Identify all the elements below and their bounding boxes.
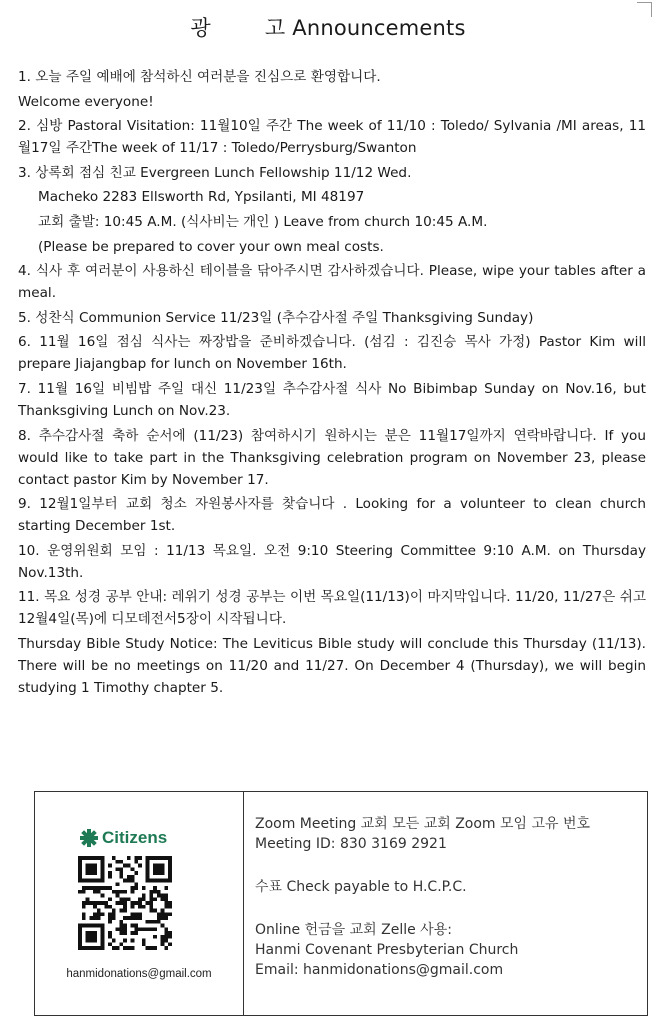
announcement-10: 10. 운영위원회 모임 : 11/13 목요일. 오전 9:10 Steering Committee 9:10 A.M. on Thursday Nov.13th. [18, 542, 646, 581]
bank-logo [79, 828, 167, 848]
announcement-list [18, 66, 646, 702]
announcement-6: 6. 11월 16일 점심 식사는 짜장밥을 준비하겠습니다. (섬김 : 김진승 목사 가정) Pastor Kim will prepare Jiajangbap for lunch on November 16th. [18, 334, 646, 373]
online-giving-line: Online 헌금을 교회 Zelle 사용: [255, 922, 452, 938]
title-korean-2: 고 [264, 16, 286, 40]
announcement-3-note: (Please be prepared to cover your own meal costs. [38, 238, 384, 255]
donation-qr-panel [35, 792, 244, 1015]
donation-email: hanmidonations@gmail.com [66, 968, 212, 980]
announcement-11: 11. 목요 성경 공부 안내: 레위기 성경 공부는 이번 목요일(11/13)이 마지막입니다. 11/20, 11/27은 쉬고 12월4일(목)에 디모데전서5장이 시작됩니다. [18, 589, 646, 628]
zelle-email-line: Email: hanmidonations@gmail.com [255, 962, 504, 978]
announcement-7: 7. 11월 16일 비빔밥 주일 대신 11/23일 추수감사절 식사 No Bibimbap Sunday on Nov.16, but Thanksgiving Lunch on Nov.23. [18, 380, 646, 419]
announcement-3-departure: 교회 출발: 10:45 A.M. (식사비는 개인 ) Leave from church 10:45 A.M. [38, 213, 488, 230]
announcement-1-english: Welcome everyone! [18, 93, 154, 110]
announcement-9: 9. 12월1일부터 교회 청소 자원봉사자를 찾습니다 . Looking for a volunteer to clean church starting December 1st. [18, 496, 646, 535]
announcement-4: 4. 식사 후 여러분이 사용하신 테이블을 닦아주시면 감사하겠습니다. Please, wipe your tables after a meal. [18, 263, 646, 302]
announcement-1: 1. 오늘 주일 예배에 참석하신 여러분을 진심으로 환영합니다. [18, 69, 381, 85]
title-korean-1: 광 [190, 16, 211, 40]
church-name-line: Hanmi Covenant Presbyterian Church [255, 942, 519, 958]
announcement-2: 2. 심방 Pastoral Visitation: 11월10일 주간 The week of 11/10 : Toledo/ Sylvania /MI areas, 11월17일 주간The week of 11/17 : Toledo/Perrysburg/Swanton [18, 118, 646, 157]
bank-logo-text: Citizens [102, 828, 168, 847]
announcement-3-location: Macheko 2283 Ellsworth Rd, Ypsilanti, MI 48197 [38, 189, 365, 206]
announcement-8: 8. 추수감사절 축하 순서에 (11/23) 참여하시기 원하시는 분은 11월17일까지 연락바랍니다. If you would like to take part in the Thanksgiving celebration program on November 23, please contact pastor Kim by November 17. [18, 427, 646, 488]
donation-info-box [34, 791, 648, 1016]
zoom-meeting-id: Meeting ID: 830 3169 2921 [255, 836, 447, 852]
title-english: Announcements [292, 16, 466, 40]
zoom-line: Zoom Meeting 교회 모든 교회 Zoom 모임 고유 번호 [255, 816, 591, 832]
donation-details [244, 792, 647, 1015]
announcement-3: 3. 상록회 점심 친교 Evergreen Lunch Fellowship 11/12 Wed. [18, 164, 412, 181]
announcement-5: 5. 성찬식 Communion Service 11/23일 (추수감사절 주일 Thanksgiving Sunday) [18, 309, 534, 326]
page-title [0, 12, 656, 42]
qr-code-icon[interactable] [78, 856, 172, 950]
check-payable-line: 수표 Check payable to H.C.P.C. [255, 879, 467, 895]
announcement-11-english: Thursday Bible Study Notice: The Leviticus Bible study will conclude this Thursday (11/13). There will be no meetings on 11/20 and 11/27. On December 4 (Thursday), we will begin studying 1 Timothy chapter 5. [18, 635, 646, 696]
citizens-logo-icon [79, 829, 99, 847]
